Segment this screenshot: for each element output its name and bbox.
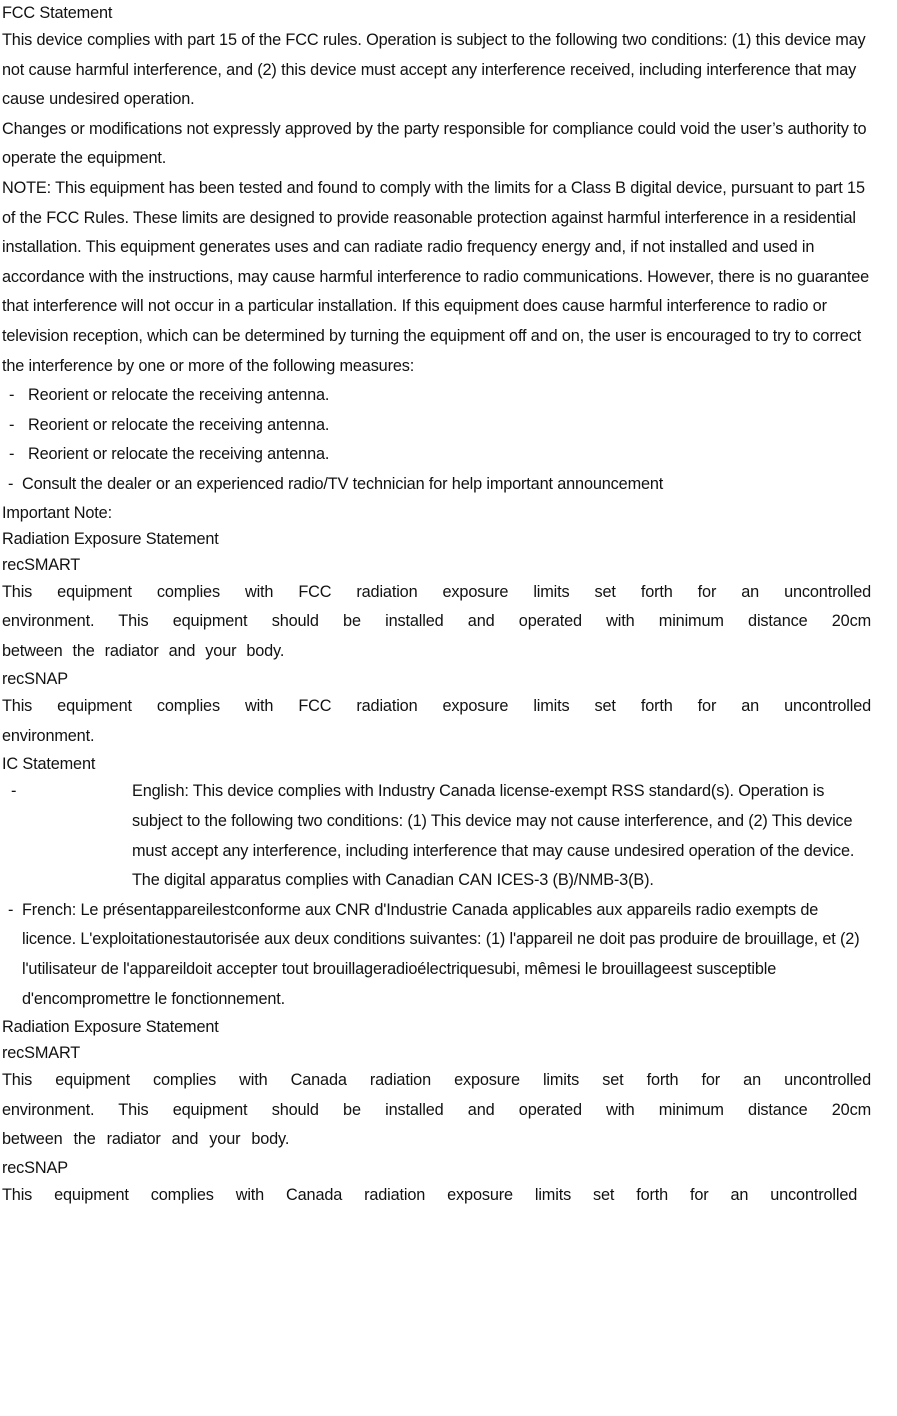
document-body bbox=[2, 0, 882, 1211]
heading-important-note: Important Note: bbox=[2, 503, 112, 522]
list-item bbox=[2, 411, 871, 441]
list-item-label: French: Le présentappareilestconforme aux CNR d'Industrie Canada applicables aux appareils radio exempts de licence. L'exploitationestautorisée aux deux conditions suivantes: (1) l'appareil ne doit pas produire de brouillage, et (2) l'utilisateur de l'appareildoit accepter tout brouillageradioélectriquesubi, mêmesi le brouillageest susceptible d'encompromettre le fonctionnement. bbox=[22, 900, 860, 1008]
paragraph-fcc-changes: Changes or modifications not expressly approved by the party responsible for compliance could void the user’s authority to operate the equipment. bbox=[2, 119, 871, 168]
dash-bullet-icon: - bbox=[8, 474, 14, 493]
paragraph-recsnap-ic: This equipment complies with Canada radiation exposure limits set forth for an uncontrolled bbox=[2, 1186, 858, 1204]
list-item-label: Reorient or relocate the receiving antenna. bbox=[28, 445, 330, 464]
label-recsmart-ic: recSMART bbox=[2, 1044, 81, 1063]
list-item-english bbox=[2, 777, 871, 895]
paragraph-recsmart-fcc: This equipment complies with FCC radiation exposure limits set forth for an uncontrolled environment. This equipment should be installed and operated with minimum distance 20cm between the radiator and your body. bbox=[2, 582, 881, 660]
list-item-consult bbox=[2, 470, 871, 500]
dash-bullet-icon: - bbox=[9, 415, 15, 434]
list-item bbox=[2, 381, 871, 411]
heading-fcc-statement: FCC Statement bbox=[2, 4, 113, 22]
heading-radiation-exposure-ic: Radiation Exposure Statement bbox=[2, 1018, 219, 1037]
dash-bullet-icon: - bbox=[11, 782, 17, 801]
dash-bullet-icon: - bbox=[9, 386, 15, 405]
dash-bullet-icon: - bbox=[8, 900, 14, 919]
label-recsmart-fcc: recSMART bbox=[2, 555, 81, 574]
list-item-label: English: This device complies with Industry Canada license-exempt RSS standard(s). Operation is subject to the following two conditions: (1) This device may not cause interference, and (2) This device must accept any interference, including interference that may cause undesired operation of the device. The digital apparatus complies with Canadian CAN ICES-3 (B)/NMB-3(B). bbox=[132, 782, 855, 890]
list-item-french bbox=[2, 896, 871, 1014]
list-item-label: Reorient or relocate the receiving antenna. bbox=[28, 415, 330, 434]
label-recsnap-ic: recSNAP bbox=[2, 1159, 68, 1177]
paragraph-fcc-compliance: This device complies with part 15 of the FCC rules. Operation is subject to the following two conditions: (1) this device may not cause harmful interference, and (2) this device must accept any interference received, including interference that may cause undesired operation. bbox=[2, 31, 870, 109]
list-item-label: Consult the dealer or an experienced radio/TV technician for help important announcement bbox=[22, 474, 664, 493]
dash-bullet-icon: - bbox=[9, 445, 15, 464]
heading-ic-statement: IC Statement bbox=[2, 755, 96, 774]
label-recsnap-fcc: recSNAP bbox=[2, 670, 68, 689]
heading-radiation-exposure-fcc: Radiation Exposure Statement bbox=[2, 529, 219, 548]
paragraph-recsnap-fcc: This equipment complies with FCC radiation exposure limits set forth for an uncontrolled environment. bbox=[2, 697, 881, 745]
list-item-label: Reorient or relocate the receiving antenna. bbox=[28, 386, 330, 405]
paragraph-fcc-note: NOTE: This equipment has been tested and found to comply with the limits for a Class B digital device, pursuant to part 15 of the FCC Rules. These limits are designed to provide reasonable protection against harmful interference in a residential installation. This equipment generates uses and can radiate radio frequency energy and, if not installed and used in accordance with the instructions, may cause harmful interference to radio communications. However, there is no guarantee that interference will not occur in a particular installation. If this equipment does cause harmful interference to radio or television reception, which can be determined by turning the equipment off and on, the user is encouraged to try to correct the interference by one or more of the following measures: bbox=[2, 178, 874, 375]
list-item bbox=[2, 440, 871, 470]
paragraph-recsmart-ic: This equipment complies with Canada radiation exposure limits set forth for an uncontrolled environment. This equipment should be installed and operated with minimum distance 20cm between the radiator and your body. bbox=[2, 1071, 882, 1149]
